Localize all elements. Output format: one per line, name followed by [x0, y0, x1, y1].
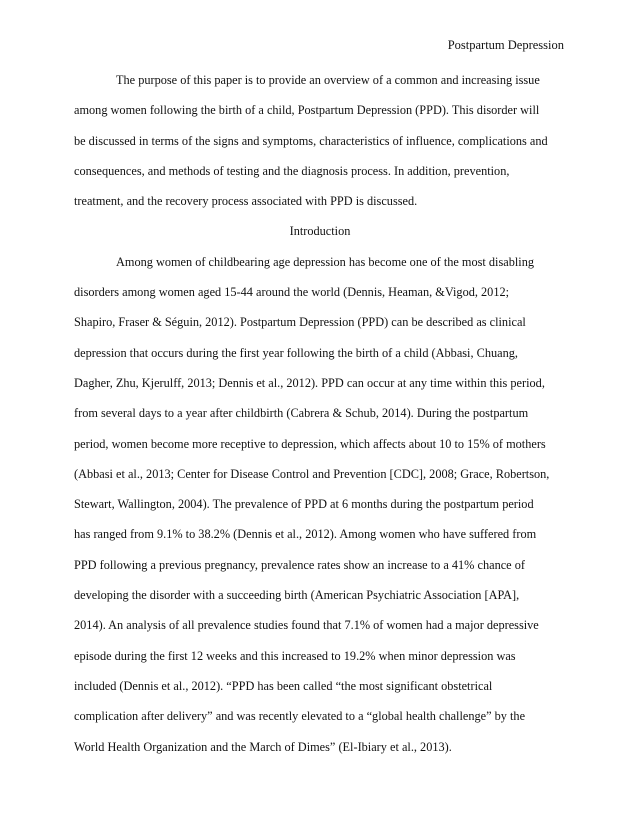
paragraph-line: be discussed in terms of the signs and symptoms, characteristics of influence, complications and: [74, 133, 548, 148]
paragraph-line: Stewart, Wallington, 2004). The prevalence of PPD at 6 months during the postpartum period: [74, 497, 534, 512]
paragraph-line: disorders among women aged 15-44 around the world (Dennis, Heaman, &Vigod, 2012;: [74, 285, 510, 300]
paragraph-line: complication after delivery” and was recently elevated to a “global health challenge” by the: [74, 709, 526, 724]
paragraph-line: among women following the birth of a child, Postpartum Depression (PPD). This disorder will: [74, 103, 540, 118]
running-head: Postpartum Depression: [447, 38, 564, 52]
paragraph-line: included (Dennis et al., 2012). “PPD has been called “the most significant obstetrical: [74, 678, 493, 693]
abstract-paragraph: [74, 65, 566, 216]
introduction-paragraph: [74, 247, 566, 762]
paragraph-line: period, women become more receptive to depression, which affects about 10 to 15% of mothers: [74, 436, 546, 451]
paragraph-line: consequences, and methods of testing and the diagnosis process. In addition, prevention,: [74, 163, 510, 178]
paragraph-line: PPD following a previous pregnancy, prevalence rates show an increase to a 41% chance of: [74, 557, 525, 572]
paragraph-line: from several days to a year after childbirth (Cabrera & Schub, 2014). During the postpartum: [74, 406, 529, 421]
paragraph-line: treatment, and the recovery process associated with PPD is discussed.: [74, 194, 418, 209]
paragraph-line: depression that occurs during the first year following the birth of a child (Abbasi, Chuang,: [74, 345, 518, 360]
paragraph-line: World Health Organization and the March of Dimes” (El-Ibiary et al., 2013).: [74, 739, 452, 754]
paragraph-line: has ranged from 9.1% to 38.2% (Dennis et al., 2012). Among women who have suffered from: [74, 527, 537, 542]
section-heading: Introduction: [289, 224, 351, 239]
paragraph-line: developing the disorder with a succeeding birth (American Psychiatric Association [APA],: [74, 588, 520, 603]
paragraph-line: Shapiro, Fraser & Séguin, 2012). Postpartum Depression (PPD) can be described as clinical: [74, 315, 526, 330]
paragraph-line: (Abbasi et al., 2013; Center for Disease Control and Prevention [CDC], 2008; Grace, Robertson,: [74, 466, 550, 481]
paragraph-line: 2014). An analysis of all prevalence studies found that 7.1% of women had a major depressive: [74, 618, 539, 633]
paragraph-line: The purpose of this paper is to provide an overview of a common and increasing issue: [116, 73, 540, 87]
body-text: [74, 65, 566, 762]
paragraph-line: Dagher, Zhu, Kjerulff, 2013; Dennis et al., 2012). PPD can occur at any time within this period,: [74, 375, 545, 390]
paragraph-line: episode during the first 12 weeks and this increased to 19.2% when minor depression was: [74, 648, 516, 663]
paragraph-line: Among women of childbearing age depression has become one of the most disabling: [116, 254, 534, 269]
